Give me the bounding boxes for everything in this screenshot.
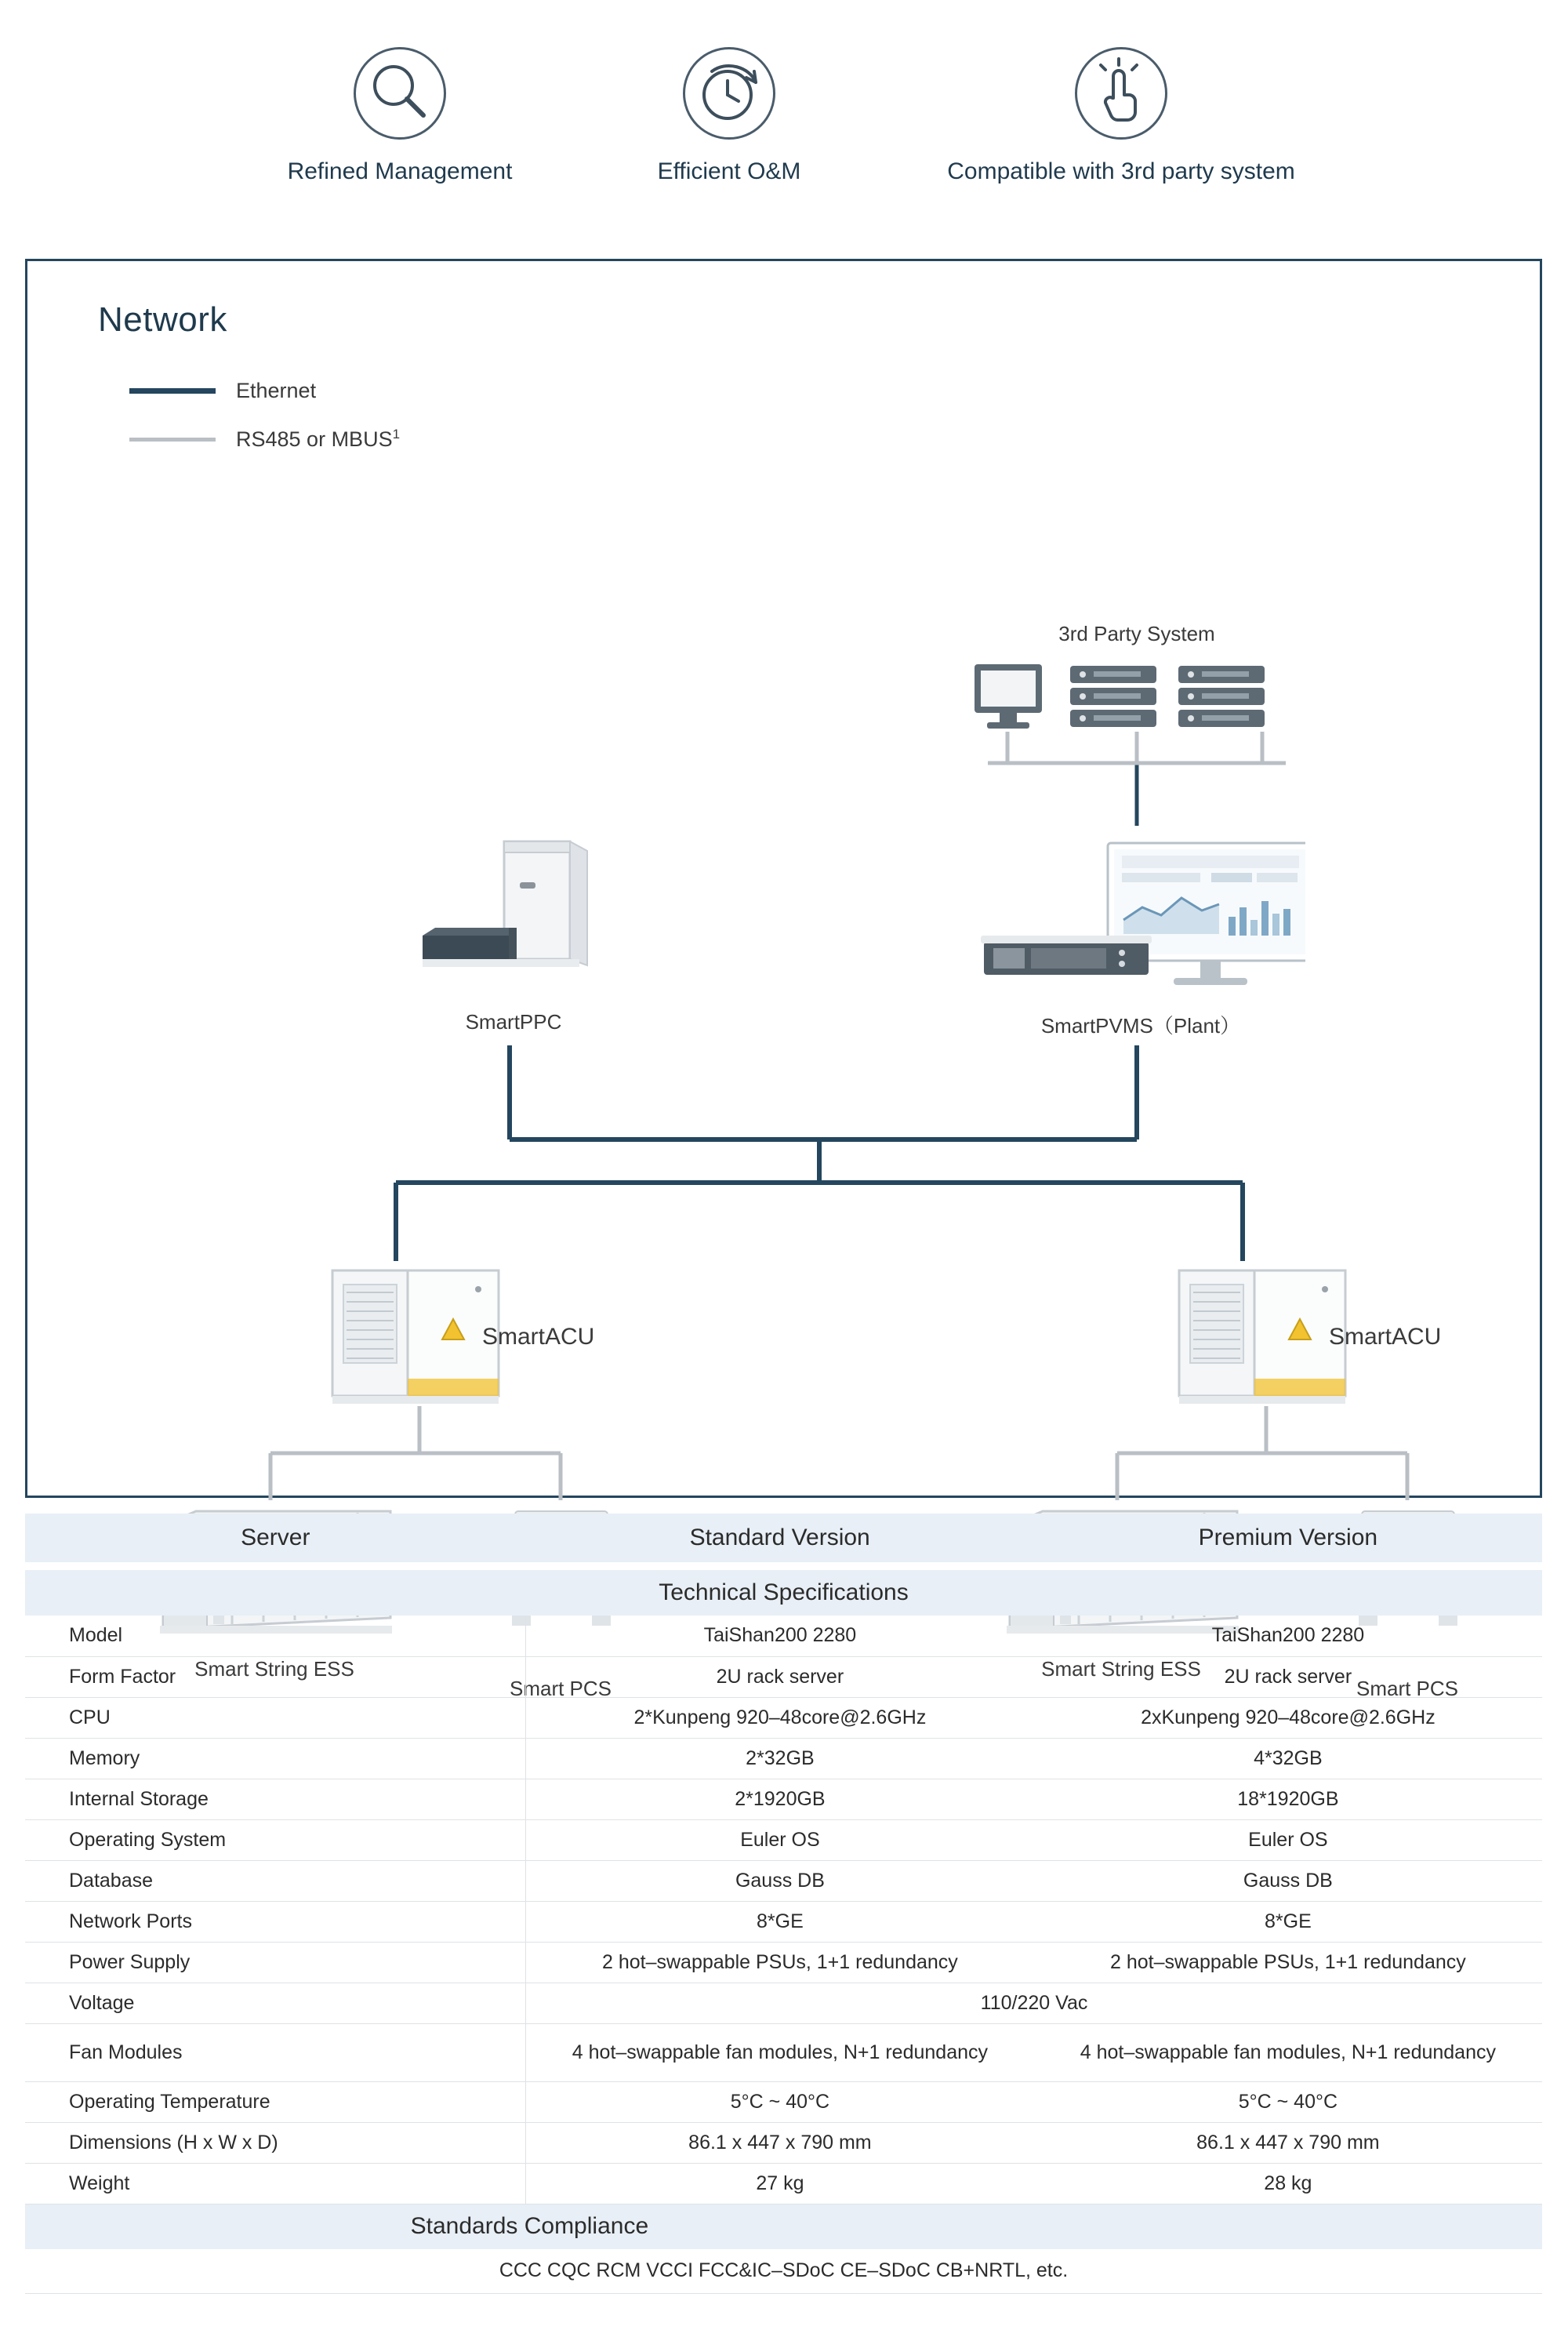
row-label: Operating System [25,1819,526,1860]
feature-badges [235,47,1380,227]
row-premium-value: 4*32GB [1034,1738,1542,1779]
row-standard-value: 27 kg [526,2163,1034,2204]
row-premium-value: 2 hot–swappable PSUs, 1+1 redundancy [1034,1942,1542,1983]
row-label: Fan Modules [25,2023,526,2081]
row-premium-value: 8*GE [1034,1901,1542,1942]
row-label: Database [25,1860,526,1901]
row-label: CPU [25,1697,526,1738]
row-standard-value: 2 hot–swappable PSUs, 1+1 redundancy [526,1942,1034,1983]
row-label: Dimensions (H x W x D) [25,2122,526,2163]
table-row [25,1697,1542,1738]
feature-refined-management [235,47,564,185]
section-title: Standards Compliance [25,2204,1034,2249]
row-premium-value: 18*1920GB [1034,1779,1542,1819]
row-merged-value: 110/220 Vac [526,1983,1542,2023]
table-row [25,2081,1542,2122]
table-row [25,1860,1542,1901]
row-label: Operating Temperature [25,2081,526,2122]
hand-click-icon [1075,47,1167,140]
row-premium-value: 28 kg [1034,2163,1542,2204]
table-row [25,1983,1542,2023]
node-label-smartacu-left: SmartACU [482,1324,595,1350]
row-standard-value: TaiShan200 2280 [526,1616,1034,1656]
row-premium-value: 2U rack server [1034,1656,1542,1697]
header-server: Server [25,1514,526,1562]
third-party-system-icon [968,661,1298,747]
row-label: Model [25,1616,526,1656]
table-row [25,1738,1542,1779]
legend-footnote-marker: 1 [392,427,401,442]
standards-value: CCC CQC RCM VCCI FCC&IC–SDoC CE–SDoC CB+NRTL, etc. [25,2249,1542,2293]
node-label-pcs-left: Smart PCS [509,1677,612,1700]
table-row [25,1942,1542,1983]
row-standard-value: Gauss DB [526,1860,1034,1901]
header-premium-version: Premium Version [1034,1514,1542,1562]
legend-label: Ethernet [236,379,317,402]
row-premium-value: Gauss DB [1034,1860,1542,1901]
row-standard-value: 2*Kunpeng 920–48core@2.6GHz [526,1697,1034,1738]
row-label: Internal Storage [25,1779,526,1819]
table-row [25,2122,1542,2163]
row-premium-value: TaiShan200 2280 [1034,1616,1542,1656]
standards-value-row [25,2249,1542,2293]
row-premium-value: 4 hot–swappable fan modules, N+1 redundancy [1034,2023,1542,2081]
row-standard-value: 8*GE [526,1901,1034,1942]
node-label-ess-left: Smart String ESS [194,1657,354,1681]
feature-label: Compatible with 3rd party system [947,158,1295,184]
node-label-smartpvms: SmartPVMS（Plant） [1040,1014,1241,1038]
section-technical-specifications [25,1570,1542,1616]
row-label: Weight [25,2163,526,2204]
clock-arrow-icon [683,47,775,140]
node-label-ess-right: Smart String ESS [1041,1657,1201,1681]
row-premium-value: 2xKunpeng 920–48core@2.6GHz [1034,1697,1542,1738]
table-row [25,1616,1542,1656]
table-header-row [25,1514,1542,1562]
header-standard-version: Standard Version [526,1514,1034,1562]
table-row [25,1901,1542,1942]
table-row [25,2163,1542,2204]
row-label: Memory [25,1738,526,1779]
node-label-pcs-right: Smart PCS [1356,1677,1459,1700]
row-standard-value: Euler OS [526,1819,1034,1860]
row-standard-value: 5°C ~ 40°C [526,2081,1034,2122]
row-standard-value: 2*32GB [526,1738,1034,1779]
legend-label: RS485 or MBUS [236,427,393,451]
section-standards-compliance [25,2204,1542,2249]
section-empty-cell [1034,2204,1542,2249]
table-row [25,1656,1542,1697]
feature-third-party-compatible [870,47,1372,185]
row-standard-value: 2U rack server [526,1656,1034,1697]
feature-label: Efficient O&M [657,158,801,184]
table-row [25,2023,1542,2081]
row-standard-value: 2*1920GB [526,1779,1034,1819]
spacer [25,1562,1542,1570]
row-standard-value: 86.1 x 447 x 790 mm [526,2122,1034,2163]
node-label-smartppc: SmartPPC [465,1010,562,1034]
node-label-smartacu-right: SmartACU [1329,1324,1442,1350]
row-label: Network Ports [25,1901,526,1942]
smartpvms-device-icon [976,841,1305,998]
row-label: Voltage [25,1983,526,2023]
table-row [25,1779,1542,1819]
diagram-title: Network [98,300,227,339]
feature-label: Refined Management [287,158,513,184]
row-premium-value: Euler OS [1034,1819,1542,1860]
table-row [25,1819,1542,1860]
row-standard-value: 4 hot–swappable fan modules, N+1 redundancy [526,2023,1034,2081]
specifications-table [25,1514,1542,2294]
section-title: Technical Specifications [25,1570,1542,1616]
row-label: Power Supply [25,1942,526,1983]
row-label: Form Factor [25,1656,526,1697]
node-label-third-party: 3rd Party System [1058,622,1215,645]
feature-efficient-om [580,47,878,185]
row-premium-value: 86.1 x 447 x 790 mm [1034,2122,1542,2163]
row-premium-value: 5°C ~ 40°C [1034,2081,1542,2122]
smartppc-device-icon [412,834,615,990]
magnifier-icon [354,47,446,140]
